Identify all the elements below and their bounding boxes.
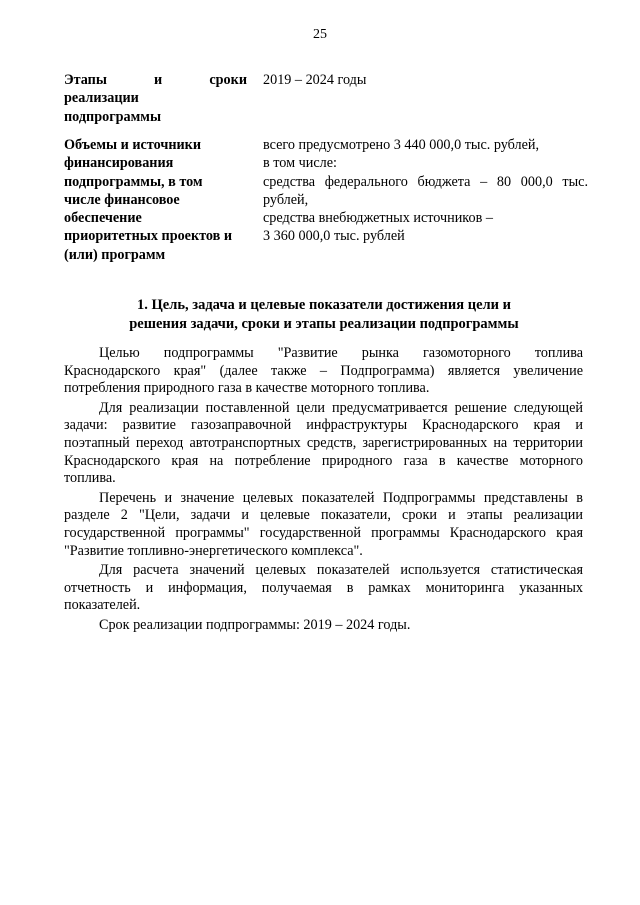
paragraph-line: Краснодарского края на потребление природного газа в качестве моторного — [64, 452, 583, 469]
value-line: рублей, — [263, 191, 309, 208]
label-line: (или) программ — [64, 246, 166, 263]
paragraph-line: Для расчета значений целевых показателей используется статистическая — [99, 562, 583, 579]
paragraph-line: государственной программы" государственной программы Краснодарского края — [64, 524, 583, 541]
value-line: всего предусмотрено 3 440 000,0 тыс. рублей, — [263, 137, 540, 153]
paragraph-line: Для реализации поставленной цели предусматривается решение следующей — [99, 399, 583, 416]
paragraph-goal — [64, 345, 583, 398]
paragraph-term — [64, 617, 583, 635]
label-line: Этапы и сроки — [64, 72, 247, 88]
value-line: 3 360 000,0 тыс. рублей — [263, 228, 405, 245]
paragraph-line: поэтапный переход автотранспортных средств, зарегистрированных на территории — [64, 434, 583, 451]
label-line: подпрограммы — [64, 108, 162, 125]
paragraph-line: Срок реализации подпрограммы: 2019 – 2024 годы. — [99, 616, 411, 633]
label-line: Объемы и источники — [64, 137, 202, 153]
label-line: числе финансовое — [64, 191, 180, 208]
paragraph-line: Перечень и значение целевых показателей Подпрограммы представлены в — [99, 489, 583, 506]
label-line: обеспечение — [64, 210, 142, 227]
label-line: реализации — [64, 90, 139, 107]
passport-label-stages — [64, 71, 247, 126]
passport-label-funding — [64, 136, 247, 264]
section-title — [64, 296, 584, 334]
page-number: 25 — [313, 27, 327, 42]
paragraph-line: "Развитие топливно-энергетического комплекса". — [64, 542, 363, 559]
paragraph-line: показателей. — [64, 597, 141, 614]
paragraph-line: топлива. — [64, 470, 116, 487]
label-line: подпрограммы, в том — [64, 173, 203, 190]
paragraph-line: потребления природного газа в качестве моторного топлива. — [64, 380, 430, 397]
paragraph-line: отчетность и информация, получаемая в рамках мониторинга указанных — [64, 579, 583, 596]
value-line: в том числе: — [263, 155, 337, 172]
paragraph-task — [64, 400, 583, 488]
value-line: средства федерального бюджета – 80 000,0 тыс. — [263, 173, 588, 190]
paragraph-indicators — [64, 490, 583, 560]
paragraph-line: Целью подпрограммы "Развитие рынка газомоторного топлива — [99, 345, 583, 361]
passport-value-funding — [263, 136, 588, 246]
section-body — [64, 345, 583, 637]
section-title-line: решения задачи, сроки и этапы реализации подпрограммы — [129, 316, 519, 332]
paragraph-line: задачи: развитие газозаправочной инфраструктуры Краснодарского края и — [64, 417, 583, 434]
label-line: приоритетных проектов и — [64, 228, 233, 245]
value-line: 2019 – 2024 годы — [263, 72, 367, 88]
value-line: средства внебюджетных источников – — [263, 210, 493, 227]
paragraph-line: Краснодарского края" (далее также – Подпрограмма) является увеличение — [64, 362, 583, 379]
paragraph-line: разделе 2 "Цели, задачи и целевые показатели, сроки и этапы реализации — [64, 507, 583, 524]
passport-value-stages — [263, 71, 588, 89]
section-title-line: 1. Цель, задача и целевые показатели достижения цели и — [136, 297, 511, 313]
label-line: финансирования — [64, 155, 174, 172]
paragraph-calculation — [64, 562, 583, 615]
